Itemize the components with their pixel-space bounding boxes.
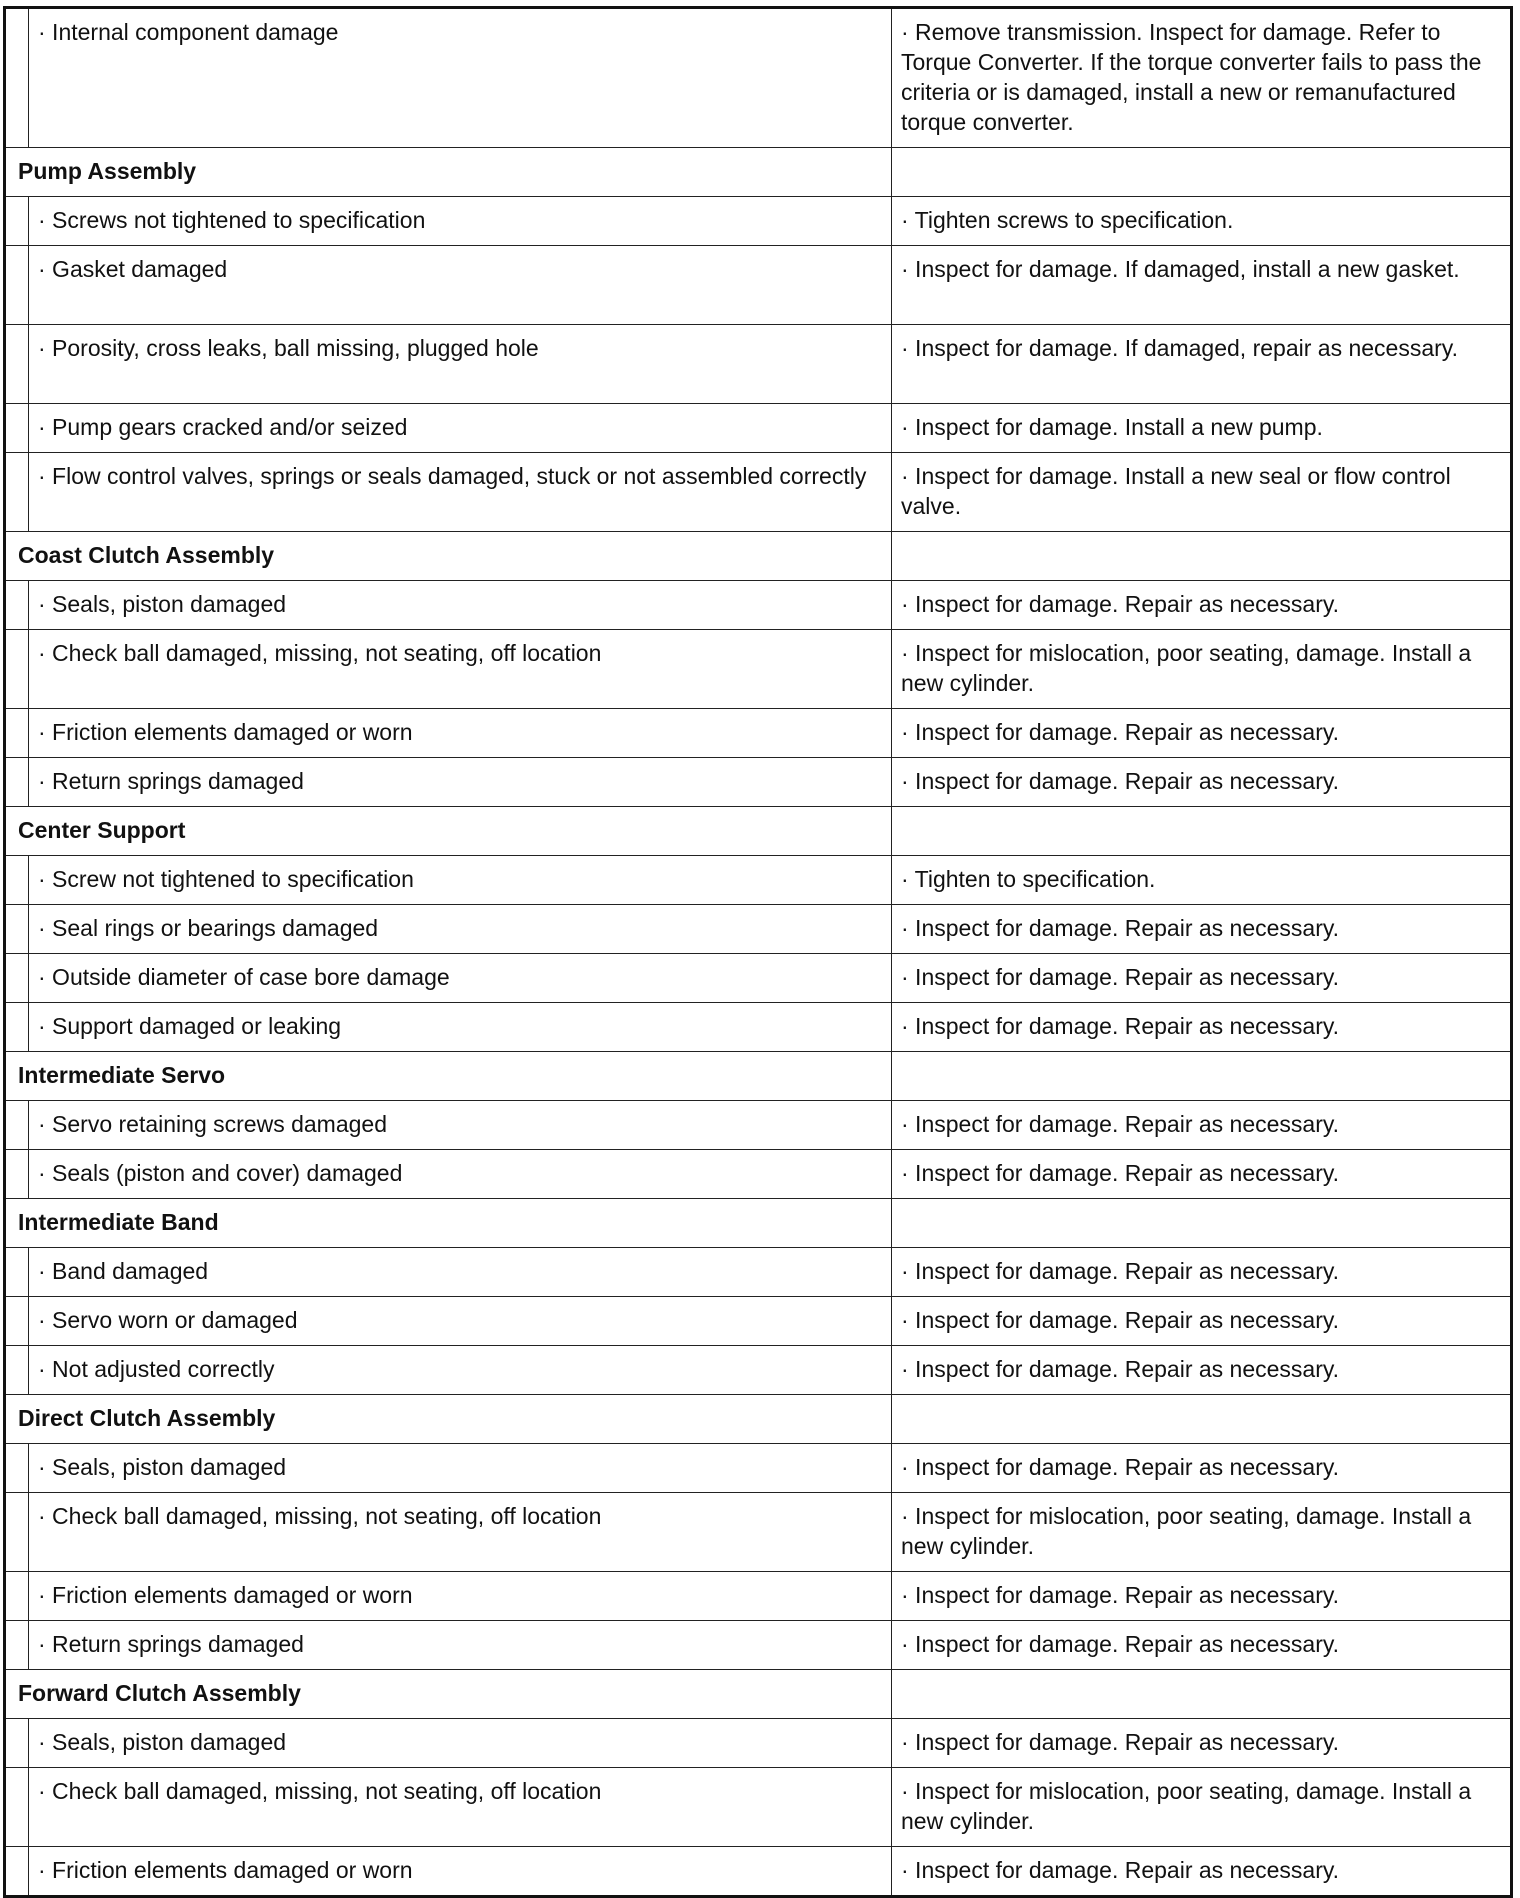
cause-cell: · Return springs damaged: [29, 1621, 892, 1670]
cause-cell: · Gasket damaged: [29, 246, 892, 325]
table-row: [5, 1150, 1512, 1199]
action-cell: · Inspect for damage. Repair as necessary.: [892, 581, 1512, 630]
section-heading-empty-cell: [892, 1199, 1512, 1248]
section-heading-row: [5, 148, 1512, 197]
cause-cell: · Servo retaining screws damaged: [29, 1101, 892, 1150]
action-cell: · Inspect for damage. Repair as necessary.: [892, 1101, 1512, 1150]
action-cell: · Inspect for damage. If damaged, repair as necessary.: [892, 325, 1512, 404]
indent-cell: [5, 453, 29, 532]
table-row: [5, 1847, 1512, 1897]
table-row: [5, 246, 1512, 325]
cause-cell: · Pump gears cracked and/or seized: [29, 404, 892, 453]
table-row: [5, 630, 1512, 709]
table-row: [5, 1493, 1512, 1572]
section-heading-empty-cell: [892, 1052, 1512, 1101]
cause-cell: · Friction elements damaged or worn: [29, 1572, 892, 1621]
table-row: [5, 856, 1512, 905]
section-heading: Coast Clutch Assembly: [5, 532, 892, 581]
cause-cell: · Screw not tightened to specification: [29, 856, 892, 905]
action-cell: · Inspect for damage. Install a new seal or flow control valve.: [892, 453, 1512, 532]
indent-cell: [5, 197, 29, 246]
section-heading: Intermediate Servo: [5, 1052, 892, 1101]
action-cell: · Inspect for mislocation, poor seating, damage. Install a new cylinder.: [892, 630, 1512, 709]
indent-cell: [5, 856, 29, 905]
indent-cell: [5, 581, 29, 630]
section-heading: Intermediate Band: [5, 1199, 892, 1248]
action-cell: · Inspect for damage. If damaged, install a new gasket.: [892, 246, 1512, 325]
cause-cell: · Not adjusted correctly: [29, 1346, 892, 1395]
section-heading-row: [5, 807, 1512, 856]
indent-cell: [5, 325, 29, 404]
cause-cell: · Seals (piston and cover) damaged: [29, 1150, 892, 1199]
indent-cell: [5, 1719, 29, 1768]
cause-cell: · Return springs damaged: [29, 758, 892, 807]
indent-cell: [5, 1297, 29, 1346]
cause-cell: · Seals, piston damaged: [29, 1719, 892, 1768]
cause-cell: · Flow control valves, springs or seals damaged, stuck or not assembled correctly: [29, 453, 892, 532]
table-row: [5, 1003, 1512, 1052]
table-row: [5, 1572, 1512, 1621]
table-row: [5, 709, 1512, 758]
table-row: [5, 1248, 1512, 1297]
action-cell: · Inspect for damage. Repair as necessary.: [892, 1003, 1512, 1052]
cause-cell: · Servo worn or damaged: [29, 1297, 892, 1346]
table-row: [5, 404, 1512, 453]
table-row: [5, 197, 1512, 246]
cause-cell: · Porosity, cross leaks, ball missing, plugged hole: [29, 325, 892, 404]
action-cell: · Tighten screws to specification.: [892, 197, 1512, 246]
section-heading: Pump Assembly: [5, 148, 892, 197]
indent-cell: [5, 8, 29, 148]
cause-cell: · Friction elements damaged or worn: [29, 709, 892, 758]
action-cell: · Remove transmission. Inspect for damage. Refer to Torque Converter. If the torque converter fails to pass the criteria or is damaged, install a new or remanufactured torque converter.: [892, 8, 1512, 148]
table-row: [5, 1297, 1512, 1346]
section-heading: Direct Clutch Assembly: [5, 1395, 892, 1444]
diagnosis-table: [3, 6, 1513, 1898]
cause-cell: · Check ball damaged, missing, not seating, off location: [29, 1493, 892, 1572]
indent-cell: [5, 758, 29, 807]
cause-cell: · Internal component damage: [29, 8, 892, 148]
action-cell: · Inspect for damage. Repair as necessary.: [892, 709, 1512, 758]
indent-cell: [5, 709, 29, 758]
cause-cell: · Friction elements damaged or worn: [29, 1847, 892, 1897]
indent-cell: [5, 1847, 29, 1897]
section-heading-row: [5, 532, 1512, 581]
indent-cell: [5, 404, 29, 453]
diagnosis-table-body: [5, 8, 1512, 1897]
indent-cell: [5, 1444, 29, 1493]
section-heading-empty-cell: [892, 148, 1512, 197]
table-row: [5, 8, 1512, 148]
indent-cell: [5, 630, 29, 709]
indent-cell: [5, 1768, 29, 1847]
action-cell: · Inspect for damage. Repair as necessary.: [892, 1297, 1512, 1346]
section-heading-row: [5, 1199, 1512, 1248]
action-cell: · Inspect for damage. Repair as necessary.: [892, 1621, 1512, 1670]
cause-cell: · Check ball damaged, missing, not seating, off location: [29, 1768, 892, 1847]
action-cell: · Inspect for damage. Repair as necessary.: [892, 905, 1512, 954]
section-heading: Center Support: [5, 807, 892, 856]
cause-cell: · Seal rings or bearings damaged: [29, 905, 892, 954]
section-heading-empty-cell: [892, 807, 1512, 856]
table-row: [5, 581, 1512, 630]
cause-cell: · Outside diameter of case bore damage: [29, 954, 892, 1003]
indent-cell: [5, 1150, 29, 1199]
indent-cell: [5, 954, 29, 1003]
action-cell: · Inspect for mislocation, poor seating, damage. Install a new cylinder.: [892, 1768, 1512, 1847]
section-heading-row: [5, 1395, 1512, 1444]
table-row: [5, 1101, 1512, 1150]
table-row: [5, 1444, 1512, 1493]
indent-cell: [5, 1003, 29, 1052]
action-cell: · Inspect for damage. Repair as necessary.: [892, 1719, 1512, 1768]
action-cell: · Inspect for damage. Repair as necessary.: [892, 1248, 1512, 1297]
action-cell: · Tighten to specification.: [892, 856, 1512, 905]
cause-cell: · Band damaged: [29, 1248, 892, 1297]
indent-cell: [5, 1493, 29, 1572]
action-cell: · Inspect for damage. Repair as necessary.: [892, 758, 1512, 807]
table-row: [5, 1346, 1512, 1395]
indent-cell: [5, 905, 29, 954]
table-row: [5, 325, 1512, 404]
indent-cell: [5, 246, 29, 325]
indent-cell: [5, 1621, 29, 1670]
section-heading-empty-cell: [892, 1670, 1512, 1719]
indent-cell: [5, 1346, 29, 1395]
table-row: [5, 954, 1512, 1003]
indent-cell: [5, 1101, 29, 1150]
table-row: [5, 453, 1512, 532]
action-cell: · Inspect for damage. Repair as necessary.: [892, 1847, 1512, 1897]
cause-cell: · Seals, piston damaged: [29, 581, 892, 630]
cause-cell: · Seals, piston damaged: [29, 1444, 892, 1493]
action-cell: · Inspect for damage. Repair as necessary.: [892, 1572, 1512, 1621]
section-heading-row: [5, 1052, 1512, 1101]
cause-cell: · Screws not tightened to specification: [29, 197, 892, 246]
cause-cell: · Support damaged or leaking: [29, 1003, 892, 1052]
action-cell: · Inspect for damage. Repair as necessary.: [892, 954, 1512, 1003]
table-row: [5, 1768, 1512, 1847]
indent-cell: [5, 1572, 29, 1621]
section-heading-empty-cell: [892, 1395, 1512, 1444]
action-cell: · Inspect for mislocation, poor seating, damage. Install a new cylinder.: [892, 1493, 1512, 1572]
action-cell: · Inspect for damage. Repair as necessary.: [892, 1444, 1512, 1493]
action-cell: · Inspect for damage. Install a new pump.: [892, 404, 1512, 453]
table-row: [5, 1719, 1512, 1768]
table-row: [5, 905, 1512, 954]
section-heading-empty-cell: [892, 532, 1512, 581]
table-row: [5, 1621, 1512, 1670]
table-row: [5, 758, 1512, 807]
section-heading: Forward Clutch Assembly: [5, 1670, 892, 1719]
indent-cell: [5, 1248, 29, 1297]
section-heading-row: [5, 1670, 1512, 1719]
action-cell: · Inspect for damage. Repair as necessary.: [892, 1150, 1512, 1199]
action-cell: · Inspect for damage. Repair as necessary.: [892, 1346, 1512, 1395]
cause-cell: · Check ball damaged, missing, not seating, off location: [29, 630, 892, 709]
